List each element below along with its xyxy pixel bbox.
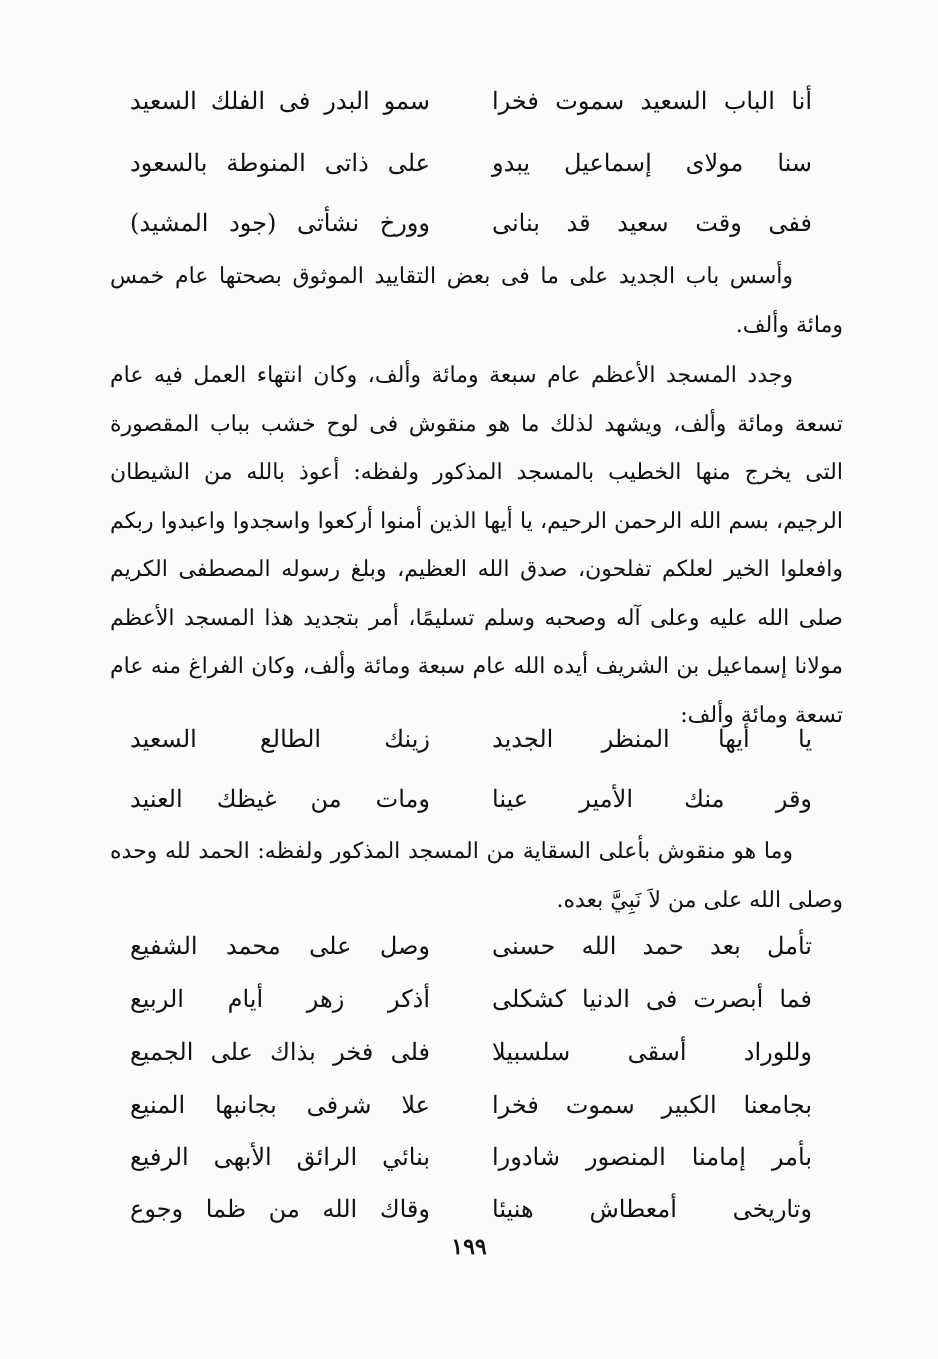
verse-first-hemistich: سنا مولاى إسماعيل يبدو (492, 149, 812, 177)
page-number: ١٩٩ (451, 1234, 487, 1260)
verse-second-hemistich: ومات من غيظك العنيد (130, 785, 430, 813)
verse-second-hemistich: على ذاتى المنوطة بالسعود (130, 149, 430, 177)
paragraph: وما هو منقوش بأعلى السقاية من المسجد المذكور ولفظه: الحمد لله وحده وصلى الله على من لاَ نَبِيَّ بعده. (110, 839, 843, 913)
verse-line (110, 923, 840, 969)
verse-line (110, 1186, 840, 1232)
verse-second-hemistich: وصل على محمد الشفيع (130, 932, 430, 960)
verse-first-hemistich: وللوراد أسقى سلسبيلا (492, 1038, 812, 1066)
verse-first-hemistich: أنا الباب السعيد سموت فخرا (492, 87, 812, 115)
verse-line (110, 976, 840, 1022)
verse-second-hemistich: سمو البدر فى الفلك السعيد (130, 87, 430, 115)
verse-second-hemistich: بنائي الرائق الأبهى الرفيع (130, 1143, 430, 1171)
verse-first-hemistich: بجامعنا الكبير سموت فخرا (492, 1091, 812, 1119)
verse-first-hemistich: ففى وقت سعيد قد بنانى (492, 209, 812, 237)
verse-first-hemistich: بأمر إمامنا المنصور شادورا (492, 1143, 812, 1171)
verse-first-hemistich: وتاريخى أمعطاش هنيئا (492, 1195, 812, 1223)
paragraph: وأسس باب الجديد على ما فى بعض التقاييد الموثوق بصحتها عام خمس ومائة وألف. (110, 264, 843, 338)
verse-second-hemistich: أذكر زهر أيام الربيع (130, 985, 430, 1013)
verse-second-hemistich: علا شرفى بجانبها المنيع (130, 1091, 430, 1119)
verse-line (110, 78, 840, 124)
verse-line (110, 200, 840, 246)
verse-line (110, 716, 840, 762)
verse-first-hemistich: يا أيها المنظر الجديد (492, 725, 812, 753)
verse-first-hemistich: فما أبصرت فى الدنيا كشكلى (492, 985, 812, 1013)
verse-second-hemistich: وقاك الله من ظما وجوع (130, 1195, 430, 1223)
verse-line (110, 1029, 840, 1075)
verse-second-hemistich: زينك الطالع السعيد (130, 725, 430, 753)
verse-line (110, 1134, 840, 1180)
verse-second-hemistich: وورخ نشأتى (جود المشيد) (130, 209, 430, 237)
verse-first-hemistich: وقر منك الأمير عينا (492, 785, 812, 813)
paragraph: وجدد المسجد الأعظم عام سبعة ومائة وألف، وكان انتهاء العمل فيه عام تسعة ومائة وألف، ويشهد لذلك ما هو منقوش فى لوح خشب بباب المقصورة التى يخرج منها الخطيب بالمسجد المذكور ولفظه: أعوذ بالله من الشيطان الرجيم، بسم الله الرحمن الرحيم، يا أيها الذين أمنوا أركعوا واسجدوا واعبدوا ربكم وافعلوا الخير لعلكم تفلحون، صدق الله العظيم، وبلغ رسوله المصطفى الكريم صلى الله عليه وعلى آله وصحبه وسلم تسليمًا، أمر بتجديد هذا المسجد الأعظم مولانا إسماعيل بن الشريف أيده الله عام سبعة ومائة وألف، وكان الفراغ منه عام تسعة ومائة وألف: (110, 363, 843, 728)
verse-second-hemistich: فلى فخر بذاك على الجميع (130, 1038, 430, 1066)
verse-first-hemistich: تأمل بعد حمد الله حسنى (492, 932, 812, 960)
verse-line (110, 140, 840, 186)
verse-line (110, 776, 840, 822)
verse-line (110, 1082, 840, 1128)
